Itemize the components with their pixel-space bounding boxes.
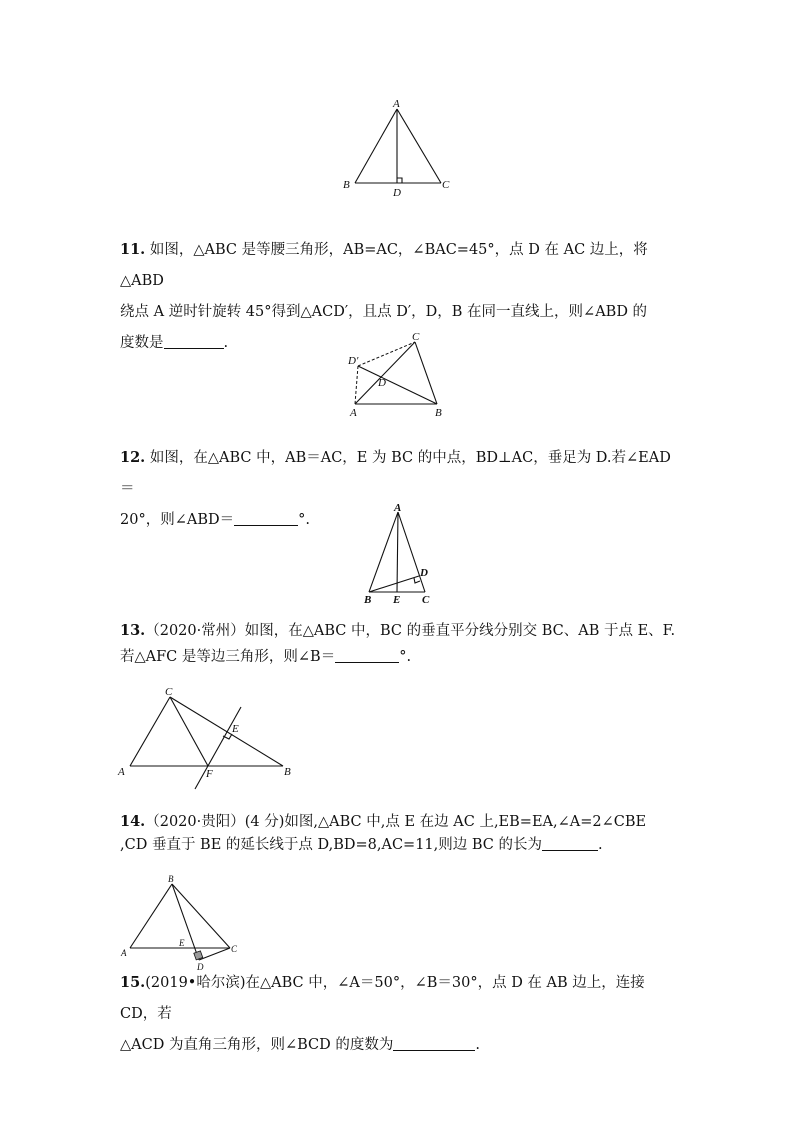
- fig14-label-b: B: [168, 874, 174, 884]
- q15-text-1: (2019•哈尔滨)在△ABC 中，∠A＝50°，∠B＝30°，点 D 在 AB 边上，连接 CD，若: [120, 975, 645, 1022]
- q13-text-2: 若△AFC 是等边三角形，则∠B＝: [120, 649, 336, 665]
- fig11-label-d: D: [378, 377, 386, 389]
- q15-line-1: [120, 967, 680, 1030]
- fig12-label-c: C: [422, 594, 430, 606]
- fig12-label-a: A: [394, 502, 402, 514]
- fig12-side-ab: [369, 512, 398, 592]
- fig12-label-e: E: [393, 594, 401, 606]
- q13-answer-blank[interactable]: [335, 646, 399, 663]
- figure-q14-svg: [115, 868, 250, 973]
- fig14-label-a: A: [121, 948, 127, 958]
- question-15: [120, 967, 680, 1061]
- fig12-line-bd: [369, 576, 419, 592]
- fig13-side-ac: [130, 697, 170, 766]
- fig10-label-b: B: [343, 179, 350, 191]
- fig13-perpendicular-bisector: [195, 707, 241, 789]
- q11-line-1: [120, 234, 680, 297]
- fig13-label-a: A: [118, 766, 125, 778]
- q11-text-1: 如图，△ABC 是等腰三角形，AB=AC，∠BAC=45°，点 D 在 AC 边上，将△ABD: [120, 242, 648, 289]
- fig12-label-b: B: [364, 594, 372, 606]
- figure-q13: [115, 685, 300, 795]
- fig14-line-bd: [172, 884, 199, 960]
- fig10-label-c: C: [442, 179, 450, 191]
- question-14: [120, 810, 680, 857]
- fig13-label-c: C: [165, 686, 173, 698]
- fig13-label-b: B: [284, 766, 291, 778]
- q15-answer-blank[interactable]: [393, 1034, 475, 1051]
- fig10-right-angle-mark: [397, 178, 402, 183]
- fig11-label-a: A: [350, 407, 357, 419]
- fig13-line-cf: [170, 697, 208, 766]
- q14-text-2: ,CD 垂直于 BE 的延长线于点 D,BD=8,AC=11,则边 BC 的长为: [120, 837, 542, 853]
- fig11-dashed-ad: [355, 366, 358, 404]
- fig10-side-ab: [355, 109, 397, 183]
- q15-text-2: △ACD 为直角三角形，则∠BCD 的度数为: [120, 1037, 394, 1053]
- fig13-label-e: E: [232, 723, 239, 735]
- q12-answer-blank[interactable]: [234, 509, 298, 526]
- q14-text-2-end: .: [598, 837, 603, 853]
- q14-answer-blank[interactable]: [542, 834, 598, 851]
- q12-text-2: 20°，则∠ABD＝: [120, 512, 235, 528]
- fig14-label-e: E: [179, 938, 185, 948]
- figure-q12-svg: [355, 500, 450, 610]
- q12-line-1: [120, 442, 680, 505]
- q12-number: 12.: [120, 449, 146, 466]
- q13-number: 13.: [120, 622, 146, 639]
- q14-line-1: [120, 810, 680, 834]
- fig12-label-d: D: [420, 567, 428, 579]
- fig12-side-ac: [398, 512, 425, 592]
- fig13-right-angle-mark: [223, 734, 232, 739]
- fig14-label-c: C: [231, 944, 238, 954]
- fig11-dashed-cd: [358, 342, 415, 366]
- q11-answer-blank[interactable]: [164, 332, 224, 349]
- fig13-side-bc: [170, 697, 283, 766]
- fig12-line-ae: [397, 512, 398, 592]
- figure-q11: [340, 328, 460, 423]
- fig10-side-ac: [397, 109, 441, 183]
- fig13-label-f: F: [206, 768, 213, 780]
- q14-text-1: （2020·贵阳）(4 分)如图,△ABC 中,点 E 在边 AC 上,EB=EA,∠A=2∠CBE: [145, 814, 647, 830]
- q12-text-1: 如图，在△ABC 中，AB＝AC，E 为 BC 的中点，BD⊥AC，垂足为 D.若∠EAD＝: [120, 450, 671, 497]
- q13-text-2-end: °.: [399, 649, 412, 665]
- q13-line-1: [120, 618, 680, 644]
- figure-q10: [335, 95, 465, 205]
- q15-line-2: [120, 1030, 680, 1061]
- q13-line-2: [120, 644, 680, 670]
- q11-line-2: 绕点 A 逆时针旋转 45°得到△ACD′，且点 D′，D，B 在同一直线上，则∠ABD 的: [120, 304, 648, 320]
- fig14-line-cd: [199, 948, 230, 960]
- q15-number: 15.: [120, 974, 146, 991]
- q11-text-3: 度数是: [120, 335, 164, 351]
- figure-q11-svg: [340, 328, 460, 423]
- fig11-side-ac: [355, 342, 415, 404]
- question-13: [120, 618, 680, 670]
- q14-line-2: [120, 834, 680, 857]
- fig11-label-b: B: [435, 407, 442, 419]
- q12-text-2-end: °.: [298, 512, 310, 528]
- q13-text-1: （2020·常州）如图，在△ABC 中，BC 的垂直平分线分别交 BC、AB 于点 E、F.: [145, 623, 676, 639]
- q15-text-2-end: .: [475, 1037, 480, 1053]
- figure-q14: [115, 868, 250, 973]
- q11-number: 11.: [120, 241, 146, 258]
- figure-q13-svg: [115, 685, 300, 795]
- figure-q10-svg: [335, 95, 465, 205]
- figure-q12: [355, 500, 450, 610]
- fig14-label-d: D: [197, 962, 204, 972]
- q11-text-3-end: .: [223, 335, 229, 351]
- fig14-side-ab: [130, 884, 172, 948]
- q14-number: 14.: [120, 813, 146, 830]
- fig10-label-a: A: [393, 98, 400, 110]
- fig11-label-c: C: [412, 331, 420, 343]
- fig10-label-d: D: [393, 187, 401, 199]
- fig11-label-dprime: D′: [348, 355, 359, 367]
